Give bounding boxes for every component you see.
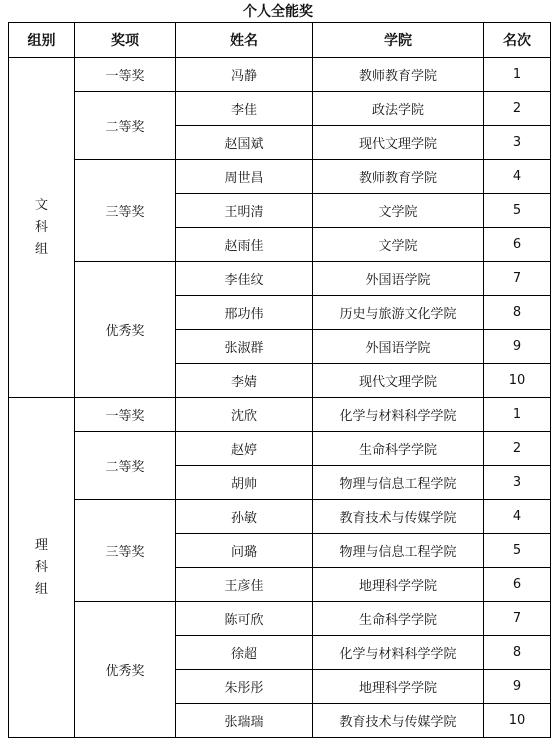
award-level: 二等奖 [75, 432, 176, 500]
winner-name: 问璐 [176, 534, 313, 568]
rank-number: 5 [484, 534, 551, 568]
college-name: 文学院 [313, 228, 484, 262]
winner-name: 孙敏 [176, 500, 313, 534]
award-table [8, 22, 551, 738]
college-name: 地理科学学院 [313, 670, 484, 704]
header-name: 姓名 [176, 23, 313, 58]
winner-name: 赵国斌 [176, 126, 313, 160]
table-row [9, 160, 551, 194]
college-name: 化学与材料科学学院 [313, 398, 484, 432]
college-name: 政法学院 [313, 92, 484, 126]
rank-number: 4 [484, 160, 551, 194]
winner-name: 李佳 [176, 92, 313, 126]
college-name: 教师教育学院 [313, 160, 484, 194]
college-name: 地理科学学院 [313, 568, 484, 602]
group-label-char: 科 [34, 219, 48, 235]
header-college: 学院 [313, 23, 484, 58]
rank-number: 7 [484, 262, 551, 296]
award-level: 三等奖 [75, 500, 176, 602]
winner-name: 王明清 [176, 194, 313, 228]
rank-number: 6 [484, 568, 551, 602]
rank-number: 8 [484, 636, 551, 670]
rank-number: 7 [484, 602, 551, 636]
winner-name: 赵婷 [176, 432, 313, 466]
group-label [9, 58, 75, 398]
table-body [9, 58, 551, 738]
rank-number: 8 [484, 296, 551, 330]
award-level: 优秀奖 [75, 602, 176, 738]
rank-number: 3 [484, 466, 551, 500]
header-row [9, 23, 551, 58]
table-row [9, 262, 551, 296]
college-name: 教育技术与传媒学院 [313, 500, 484, 534]
table-row [9, 58, 551, 92]
group-label-char: 科 [34, 559, 48, 575]
group-label-char: 文 [34, 197, 48, 213]
college-name: 教育技术与传媒学院 [313, 704, 484, 738]
rank-number: 2 [484, 432, 551, 466]
winner-name: 邢功伟 [176, 296, 313, 330]
header-award: 奖项 [75, 23, 176, 58]
winner-name: 胡帅 [176, 466, 313, 500]
table-row [9, 432, 551, 466]
rank-number: 6 [484, 228, 551, 262]
rank-number: 4 [484, 500, 551, 534]
college-name: 文学院 [313, 194, 484, 228]
winner-name: 冯静 [176, 58, 313, 92]
college-name: 化学与材料科学学院 [313, 636, 484, 670]
college-name: 历史与旅游文化学院 [313, 296, 484, 330]
table-row [9, 500, 551, 534]
college-name: 物理与信息工程学院 [313, 534, 484, 568]
college-name: 外国语学院 [313, 262, 484, 296]
college-name: 教师教育学院 [313, 58, 484, 92]
table-row [9, 602, 551, 636]
rank-number: 2 [484, 92, 551, 126]
header-group: 组别 [9, 23, 75, 58]
rank-number: 10 [484, 364, 551, 398]
winner-name: 王彦佳 [176, 568, 313, 602]
winner-name: 张淑群 [176, 330, 313, 364]
winner-name: 张瑞瑞 [176, 704, 313, 738]
rank-number: 5 [484, 194, 551, 228]
winner-name: 徐超 [176, 636, 313, 670]
rank-number: 1 [484, 58, 551, 92]
winner-name: 赵雨佳 [176, 228, 313, 262]
header-rank: 名次 [484, 23, 551, 58]
college-name: 外国语学院 [313, 330, 484, 364]
winner-name: 陈可欣 [176, 602, 313, 636]
table-row [9, 92, 551, 126]
winner-name: 李婧 [176, 364, 313, 398]
award-level: 三等奖 [75, 160, 176, 262]
group-label [9, 398, 75, 738]
award-level: 优秀奖 [75, 262, 176, 398]
winner-name: 李佳纹 [176, 262, 313, 296]
college-name: 生命科学学院 [313, 432, 484, 466]
group-label-char: 理 [34, 537, 48, 553]
winner-name: 周世昌 [176, 160, 313, 194]
winner-name: 朱彤彤 [176, 670, 313, 704]
college-name: 现代文理学院 [313, 364, 484, 398]
group-label-char: 组 [34, 581, 48, 597]
table-title: 个人全能奖 [243, 4, 313, 20]
award-level: 一等奖 [75, 58, 176, 92]
college-name: 生命科学学院 [313, 602, 484, 636]
table-row [9, 398, 551, 432]
college-name: 物理与信息工程学院 [313, 466, 484, 500]
group-label-char: 组 [34, 241, 48, 257]
rank-number: 1 [484, 398, 551, 432]
college-name: 现代文理学院 [313, 126, 484, 160]
rank-number: 10 [484, 704, 551, 738]
rank-number: 3 [484, 126, 551, 160]
winner-name: 沈欣 [176, 398, 313, 432]
award-level: 二等奖 [75, 92, 176, 160]
award-level: 一等奖 [75, 398, 176, 432]
rank-number: 9 [484, 670, 551, 704]
rank-number: 9 [484, 330, 551, 364]
